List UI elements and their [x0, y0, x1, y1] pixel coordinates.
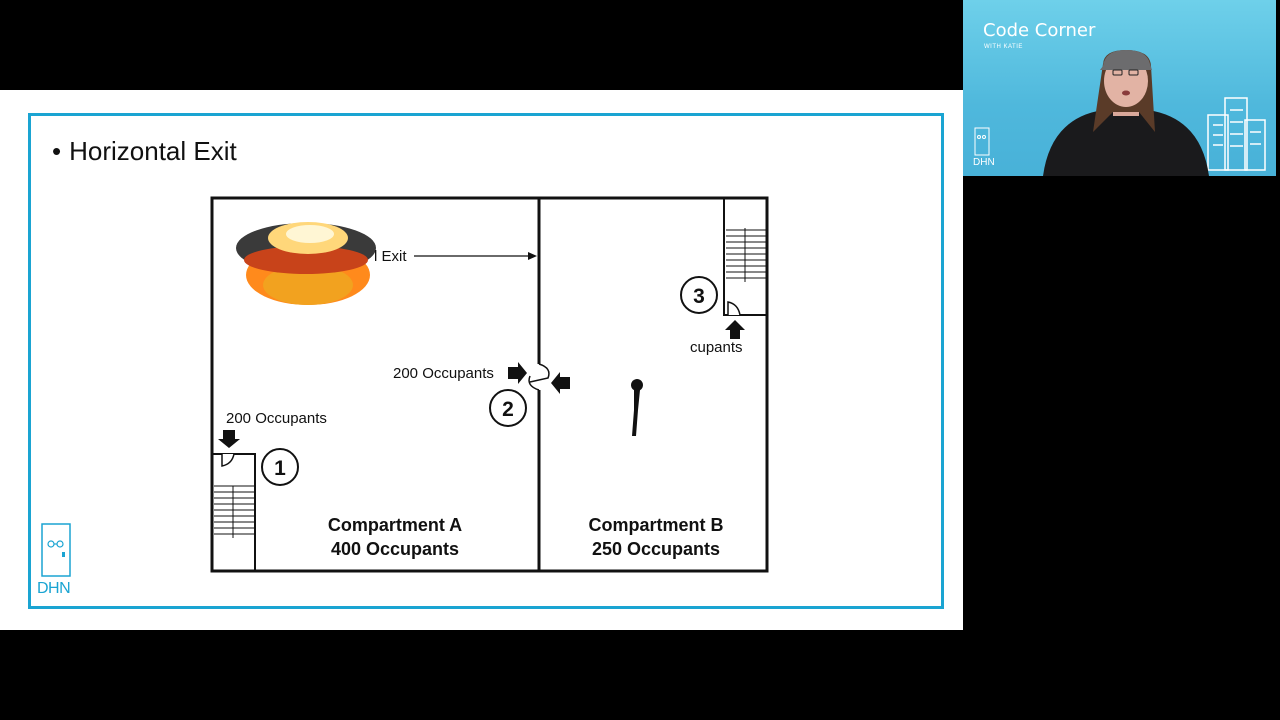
- exit-arrowhead: [528, 252, 537, 260]
- webcam-subtitle: WITH KATIE: [984, 44, 1023, 50]
- occupants-label-stair-1: 200 Occupants: [226, 410, 327, 427]
- arrow-right-icon: [508, 362, 527, 384]
- occupants-label-door-2: 200 Occupants: [393, 365, 494, 382]
- webcam-dhn-logo-text: DHN: [973, 157, 995, 168]
- stair-3: [724, 198, 767, 315]
- title-text: Horizontal Exit: [69, 136, 237, 166]
- presentation-slide: [0, 90, 963, 630]
- marker-number-1: 1: [274, 457, 286, 480]
- person-figure-icon: [631, 379, 643, 436]
- compartment-a-name: Compartment A: [327, 515, 463, 535]
- door-swing-horizontal-exit-b: [529, 376, 539, 390]
- arrow-down-icon: [218, 430, 240, 448]
- marker-number-3: 3: [693, 285, 705, 308]
- city-buildings-icon: [1208, 98, 1265, 170]
- webcam-overlay: [963, 0, 1276, 176]
- webcam-artwork: [963, 0, 1276, 176]
- arrow-left-icon: [551, 372, 570, 394]
- webcam-dhn-door-icon: [975, 128, 989, 155]
- compartment-b-name: Compartment B: [588, 515, 724, 535]
- compartment-a-count: 400 Occupants: [330, 539, 460, 559]
- floor-plan-diagram: [0, 90, 963, 630]
- webcam-title: Code Corner: [983, 20, 1096, 41]
- stair-1: [212, 454, 255, 571]
- exit-label: l Exit: [374, 248, 407, 265]
- title-bullet: •: [52, 136, 62, 166]
- compartment-b-count: 250 Occupants: [591, 539, 721, 559]
- arrow-up-icon: [725, 320, 745, 339]
- fire-explosion-image: [236, 222, 376, 305]
- door-swing-horizontal-exit: [530, 364, 549, 382]
- marker-number-2: 2: [502, 398, 514, 421]
- dhn-logo-text: DHN: [37, 580, 71, 597]
- occupants-label-stair-3: cupants: [690, 339, 743, 356]
- presenter-video: [1043, 50, 1209, 176]
